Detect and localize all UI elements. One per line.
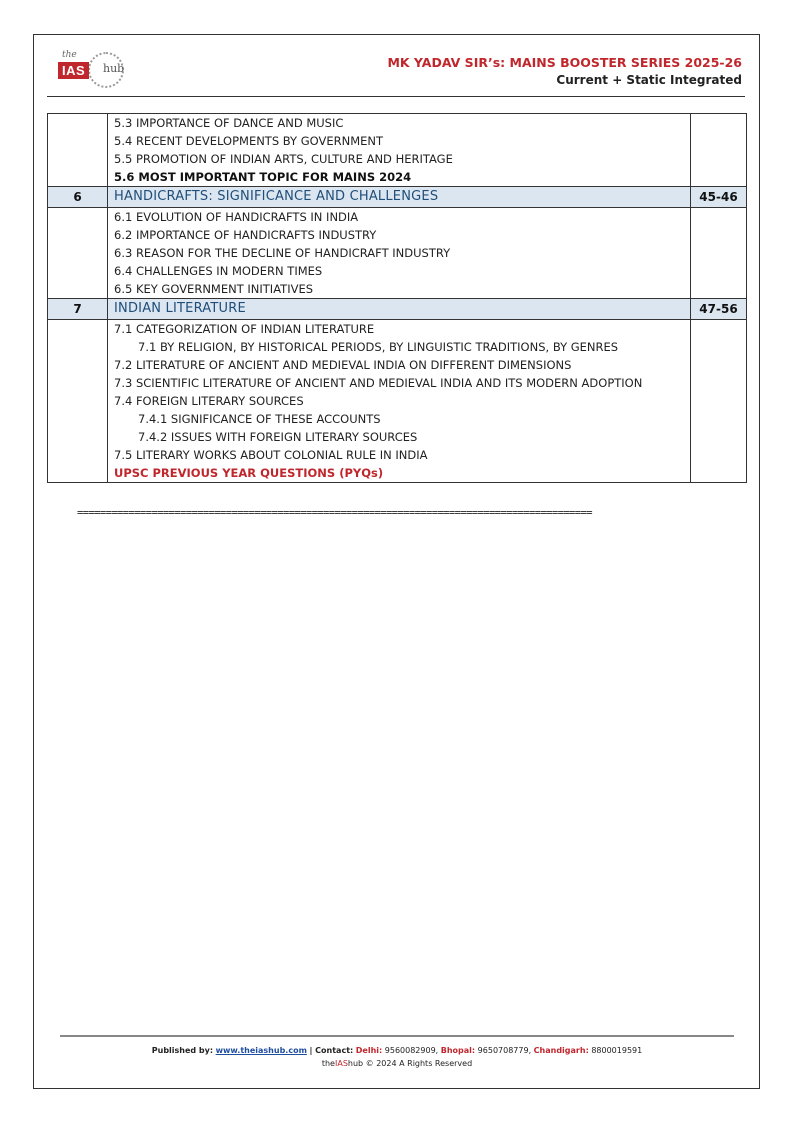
header-subtitle: Current + Static Integrated [556,73,742,87]
toc-item: 6.4 CHALLENGES IN MODERN TIMES [114,264,323,278]
footer-contact-line [0,1046,794,1055]
published-label: Published by: [151,1046,214,1055]
section-number: 6 [48,187,108,208]
logo-ias: IAS [58,62,89,79]
toc-row-section6-items [48,208,747,299]
ias-hub-logo [58,50,130,90]
section-pages: 47-56 [691,299,747,320]
toc-row-section5-tail [48,114,747,187]
copyright-ias: IAS [334,1059,348,1068]
toc-item: 5.4 RECENT DEVELOPMENTS BY GOVERNMENT [114,134,384,148]
toc-item: 6.1 EVOLUTION OF HANDICRAFTS IN INDIA [114,210,359,224]
toc-item: 7.3 SCIENTIFIC LITERATURE OF ANCIENT AND MEDIEVAL INDIA AND ITS MODERN ADOPTION [114,376,643,390]
toc-row-section7-items [48,320,747,483]
toc-item: 6.3 REASON FOR THE DECLINE OF HANDICRAFT INDUSTRY [114,246,451,260]
copyright-the: the [321,1059,335,1068]
toc-body-cell [108,208,691,299]
delhi-label: Delhi: [355,1046,383,1055]
toc-page-cell [691,208,747,299]
toc-subitem: 7.4.1 SIGNIFICANCE OF THESE ACCOUNTS [138,412,381,426]
toc-section-row [48,187,747,208]
header-title: MK YADAV SIR’s: MAINS BOOSTER SERIES 2025-26 [387,55,742,70]
section-title: INDIAN LITERATURE [108,299,691,320]
toc-item: 7.2 LITERATURE OF ANCIENT AND MEDIEVAL INDIA ON DIFFERENT DIMENSIONS [114,358,572,372]
toc-page-cell [691,114,747,187]
toc-item: 5.6 MOST IMPORTANT TOPIC FOR MAINS 2024 [114,170,412,184]
toc-body-cell [108,114,691,187]
logo-the: the [62,50,77,60]
footer-copyright [0,1059,794,1068]
toc-item: 6.5 KEY GOVERNMENT INITIATIVES [114,282,314,296]
toc-item: 6.2 IMPORTANCE OF HANDICRAFTS INDUSTRY [114,228,377,242]
toc-subitem: 7.4.2 ISSUES WITH FOREIGN LITERARY SOURCES [138,430,418,444]
copyright-rest: hub © 2024 A Rights Reserved [347,1059,473,1068]
footer-rule [60,1035,734,1037]
toc-num-cell [48,208,108,299]
toc-item: 7.1 CATEGORIZATION OF INDIAN LITERATURE [114,322,375,336]
section-number: 7 [48,299,108,320]
website-link[interactable]: www.theiashub.com [215,1046,307,1055]
toc-section-row [48,299,747,320]
toc-table [47,113,747,483]
toc-pyq-item: UPSC PREVIOUS YEAR QUESTIONS (PYQs) [114,466,384,480]
chandigarh-label: Chandigarh: [533,1046,589,1055]
bhopal-label: Bhopal: [440,1046,476,1055]
section-pages: 45-46 [691,187,747,208]
toc-item: 5.3 IMPORTANCE OF DANCE AND MUSIC [114,116,344,130]
toc-subitem: 7.1 BY RELIGION, BY HISTORICAL PERIODS, BY LINGUISTIC TRADITIONS, BY GENRES [138,340,619,354]
section-title: HANDICRAFTS: SIGNIFICANCE AND CHALLENGES [108,187,691,208]
logo-hub: hub [103,62,125,75]
toc-num-cell [48,320,108,483]
toc-body-cell [108,320,691,483]
toc-num-cell [48,114,108,187]
bhopal-phone: 9650708779, [477,1046,532,1055]
delhi-phone: 9560082909, [384,1046,439,1055]
toc-item: 7.4 FOREIGN LITERARY SOURCES [114,394,304,408]
toc-page-cell [691,320,747,483]
toc-item: 7.5 LITERARY WORKS ABOUT COLONIAL RULE IN INDIA [114,448,428,462]
toc-item: 5.5 PROMOTION OF INDIAN ARTS, CULTURE AND HERITAGE [114,152,453,166]
header-rule [47,96,745,97]
contact-label: | Contact: [309,1046,354,1055]
chandigarh-phone: 8800019591 [591,1046,643,1055]
separator-line: ========================================================================================== [77,507,592,519]
